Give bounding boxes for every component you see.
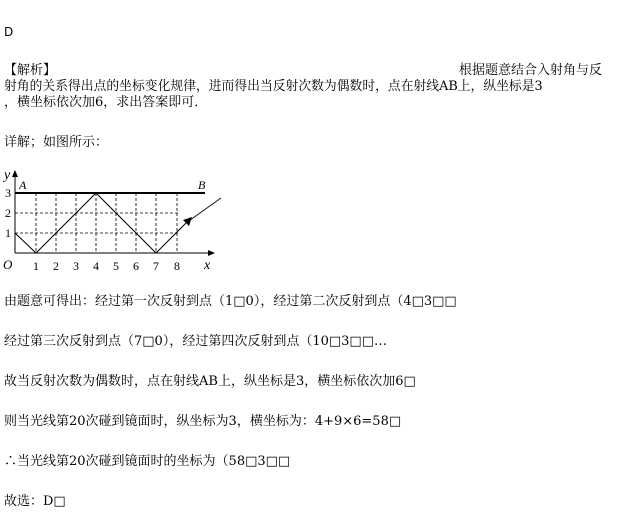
solution-line-4: 则当光线第20次碰到镜面时，纵坐标为3，横坐标为：4+9×6=58□ [4,414,402,429]
grid-lines [15,193,180,253]
x-tick-label: 5 [113,259,119,273]
y-tick-label: 3 [5,186,11,200]
x-tick-label: 4 [93,259,99,273]
x-tick-label: 6 [133,259,139,273]
light-path [15,193,186,253]
y-tick-label: 1 [5,226,11,240]
detail-label: 详解；如图所示： [4,135,109,150]
answer-letter: D [4,25,14,39]
solution-line-2: 经过第三次反射到点（7□0），经过第四次反射到点（10□3□□… [4,334,387,349]
x-tick-label: 7 [153,259,159,273]
point-a-label: A [19,178,27,192]
analysis-intro-text: 根据题意结合入射角与反 [459,63,603,78]
point-b-label: B [198,178,206,192]
x-axis-label: x [204,258,211,273]
analysis-heading: 【解析】 [4,63,57,78]
x-tick-label: 2 [53,259,59,273]
y-axis-label: y [4,168,11,183]
x-axis-arrow [208,250,215,256]
solution-line-3: 故当反射次数为偶数时，点在射线AB上，纵坐标是3，横坐标依次加6□ [4,374,416,389]
y-tick-label: 2 [5,206,11,220]
x-tick-label: 1 [33,259,39,273]
analysis-line-2: 射角的关系得出点的坐标变化规律，进而得出当反射次数为偶数时，点在射线AB上，纵坐标是3 [4,79,543,94]
solution-line-5: ∴当光线第20次碰到镜面时的坐标为（58□3□□ [4,454,291,469]
solution-line-1: 由题意可得出：经过第一次反射到点（1□0），经过第二次反射到点（4□3□□ [4,294,457,309]
extension-line [186,198,221,223]
analysis-line-3: ，横坐标依次加6，求出答案即可． [4,95,208,110]
x-tick-label: 3 [73,259,79,273]
y-axis-arrow [12,170,18,177]
origin-label: O [3,257,13,272]
x-tick-label: 8 [174,259,180,273]
solution-line-6: 故选：D□ [4,494,66,509]
reflection-figure [0,162,230,277]
